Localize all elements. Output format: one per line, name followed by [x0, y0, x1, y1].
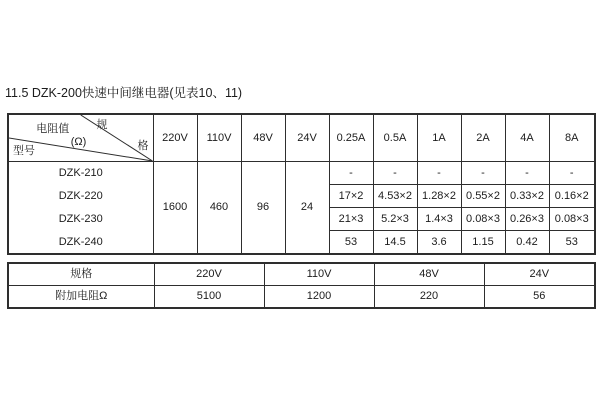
value-cell: 0.26×3: [505, 208, 549, 231]
corner-resistance-label: 电阻值: [36, 123, 70, 135]
column-header: 220V: [153, 114, 197, 162]
spec-row-label: 规格: [8, 263, 154, 286]
value-cell: 1.15: [461, 231, 505, 255]
value-cell: 4.53×2: [373, 185, 417, 208]
column-header: 0.5A: [373, 114, 417, 162]
spec-cell: 220V: [154, 263, 264, 286]
value-cell: 5.2×3: [373, 208, 417, 231]
relay-spec-table: [7, 113, 596, 255]
page-title: 11.5 DZK-200快速中间继电器(见表10、11): [5, 86, 243, 100]
value-cell: -: [417, 162, 461, 185]
addon-resistance-table: [7, 262, 596, 309]
voltage-resistance-cell: 24: [285, 162, 329, 255]
corner-resistance-unit: (Ω): [70, 136, 87, 148]
spec-row: [8, 263, 595, 286]
corner-spec-label-part2: 格: [137, 140, 149, 152]
value-cell: 0.08×3: [461, 208, 505, 231]
column-header: 48V: [241, 114, 285, 162]
value-cell: -: [549, 162, 595, 185]
spec-cell: 24V: [484, 263, 595, 286]
resistance-cell: 5100: [154, 286, 264, 309]
column-header: 2A: [461, 114, 505, 162]
column-header: 1A: [417, 114, 461, 162]
resistance-cell: 220: [374, 286, 484, 309]
spec-cell: 48V: [374, 263, 484, 286]
header-row: [8, 114, 595, 162]
value-cell: -: [505, 162, 549, 185]
column-header: 24V: [285, 114, 329, 162]
model-cell: DZK-210: [8, 162, 153, 185]
voltage-resistance-cell: 460: [197, 162, 241, 255]
voltage-resistance-cell: 96: [241, 162, 285, 255]
resistance-row: [8, 286, 595, 309]
column-header: 110V: [197, 114, 241, 162]
model-cell: DZK-240: [8, 231, 153, 255]
column-header: 8A: [549, 114, 595, 162]
value-cell: 53: [329, 231, 373, 255]
spec-cell: 110V: [264, 263, 374, 286]
value-cell: 17×2: [329, 185, 373, 208]
corner-spec-label-part1: 规: [96, 119, 108, 131]
value-cell: 0.33×2: [505, 185, 549, 208]
diagonal-header-cell: [8, 114, 153, 162]
value-cell: -: [373, 162, 417, 185]
value-cell: -: [461, 162, 505, 185]
resistance-cell: 1200: [264, 286, 374, 309]
value-cell: 21×3: [329, 208, 373, 231]
model-cell: DZK-220: [8, 185, 153, 208]
value-cell: 53: [549, 231, 595, 255]
value-cell: -: [329, 162, 373, 185]
table-row: [8, 162, 595, 185]
voltage-resistance-cell: 1600: [153, 162, 197, 255]
value-cell: 3.6: [417, 231, 461, 255]
resistance-row-label: 附加电阻Ω: [8, 286, 154, 309]
corner-model-label: 型号: [13, 145, 35, 157]
value-cell: 0.55×2: [461, 185, 505, 208]
value-cell: 0.08×3: [549, 208, 595, 231]
column-header: 0.25A: [329, 114, 373, 162]
value-cell: 1.28×2: [417, 185, 461, 208]
column-header: 4A: [505, 114, 549, 162]
value-cell: 0.16×2: [549, 185, 595, 208]
value-cell: 0.42: [505, 231, 549, 255]
value-cell: 1.4×3: [417, 208, 461, 231]
resistance-cell: 56: [484, 286, 595, 309]
model-cell: DZK-230: [8, 208, 153, 231]
value-cell: 14.5: [373, 231, 417, 255]
